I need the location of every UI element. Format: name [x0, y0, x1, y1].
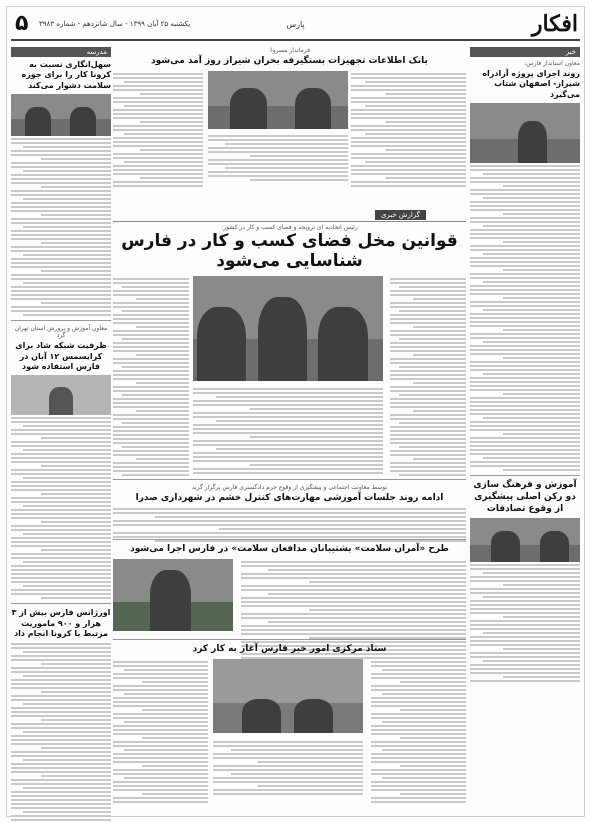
charity-story	[113, 635, 466, 819]
article-headline: آموزش و فرهنگ سازی دو رکن اصلی پیشگیری از وقوع تصادفات	[473, 480, 577, 514]
article-photo	[11, 94, 111, 136]
body-text	[113, 71, 203, 189]
article-photo	[11, 375, 111, 415]
column-tag: خبر	[470, 47, 580, 57]
body-text	[371, 659, 466, 805]
section-name: پارس	[286, 20, 305, 29]
article-kicker: معاون آموزش و پرورش استان تهران گرد	[14, 325, 108, 340]
main-story	[113, 224, 466, 494]
body-text	[390, 276, 466, 478]
body-text	[11, 138, 111, 316]
article-headline: سهل‌انگاری نسبت به کرونا کار را برای جوزه سلامت دشوار می‌کند	[21, 60, 111, 90]
body-text	[213, 739, 363, 797]
column-tag: مدرسه	[11, 47, 111, 57]
article-kicker: رئیس اتحادیه ای ترویجه و فضای کسب و کار در کشور:	[221, 224, 358, 231]
body-text	[470, 564, 580, 682]
newspaper-logo: افکار	[531, 11, 578, 37]
main-photo	[193, 276, 383, 381]
body-text	[11, 417, 111, 599]
body-text	[113, 659, 208, 805]
left-column	[11, 47, 111, 823]
body-text	[193, 386, 383, 476]
training-story	[113, 475, 466, 544]
article-photo	[213, 659, 363, 733]
article-photo	[470, 518, 580, 562]
date-line: یکشنبه ۲۵ آبان ۱۳۹۹ - سال شانزدهم - شماره ۳۹۸۳	[39, 20, 191, 28]
article-headline: بانک اطلاعات تجهیزات بستگیرفه بحران شیراز روز آمد می‌شود	[151, 56, 428, 66]
body-text	[470, 165, 580, 471]
health-story	[113, 535, 466, 635]
article-headline: روند اجرای پروژه آزادراه شیراز- اصفهان شتاب می‌گیرد	[482, 69, 580, 99]
article-kicker: معاون استاندار فارس:	[524, 60, 580, 67]
body-text	[11, 643, 111, 823]
center-column	[113, 47, 466, 191]
main-headline: قوانین مخل فضای کسب و کار در فارس شناسایی می‌شود	[121, 231, 458, 272]
report-bar	[113, 210, 466, 222]
article-headline: ظرفیت شبکه شاد برای کرایسمس ۱۲ آبان در فارس استفاده شود	[15, 341, 107, 371]
body-text	[208, 133, 348, 183]
article-headline: طرح «آمران سلامت» بشتیبانان مدافعان سلامت» در فارس اجرا می‌شود	[130, 544, 449, 554]
right-column	[470, 47, 580, 684]
article-headline: ستاد مرکزی امور خیر فارس آغاز به کار کرد	[192, 644, 387, 654]
report-tag: گزارش خبری	[375, 210, 426, 220]
page-number: ۵	[15, 11, 29, 36]
article-headline: ادامه روند جلسات آموزشی مهارت‌های کنترل خشم در شهرداری صدرا	[135, 493, 444, 503]
body-text	[113, 276, 189, 478]
article-photo	[208, 71, 348, 129]
article-photo	[470, 103, 580, 163]
body-text	[351, 71, 466, 189]
article-headline: اورژانس فارس بیش از ۳ هزار و ۹۰۰ ماموریت مرتبط با کرونا انجام داد	[11, 608, 111, 639]
article-kicker: فرماندار مسروا:	[269, 47, 310, 54]
masthead	[11, 11, 580, 41]
article-kicker: توسط معاونت اجتماعی و پیشگیری از وقوع جرم دادگستری فارس برگزار گرید	[191, 484, 388, 491]
article-photo	[113, 559, 233, 631]
newspaper-page	[6, 6, 585, 817]
